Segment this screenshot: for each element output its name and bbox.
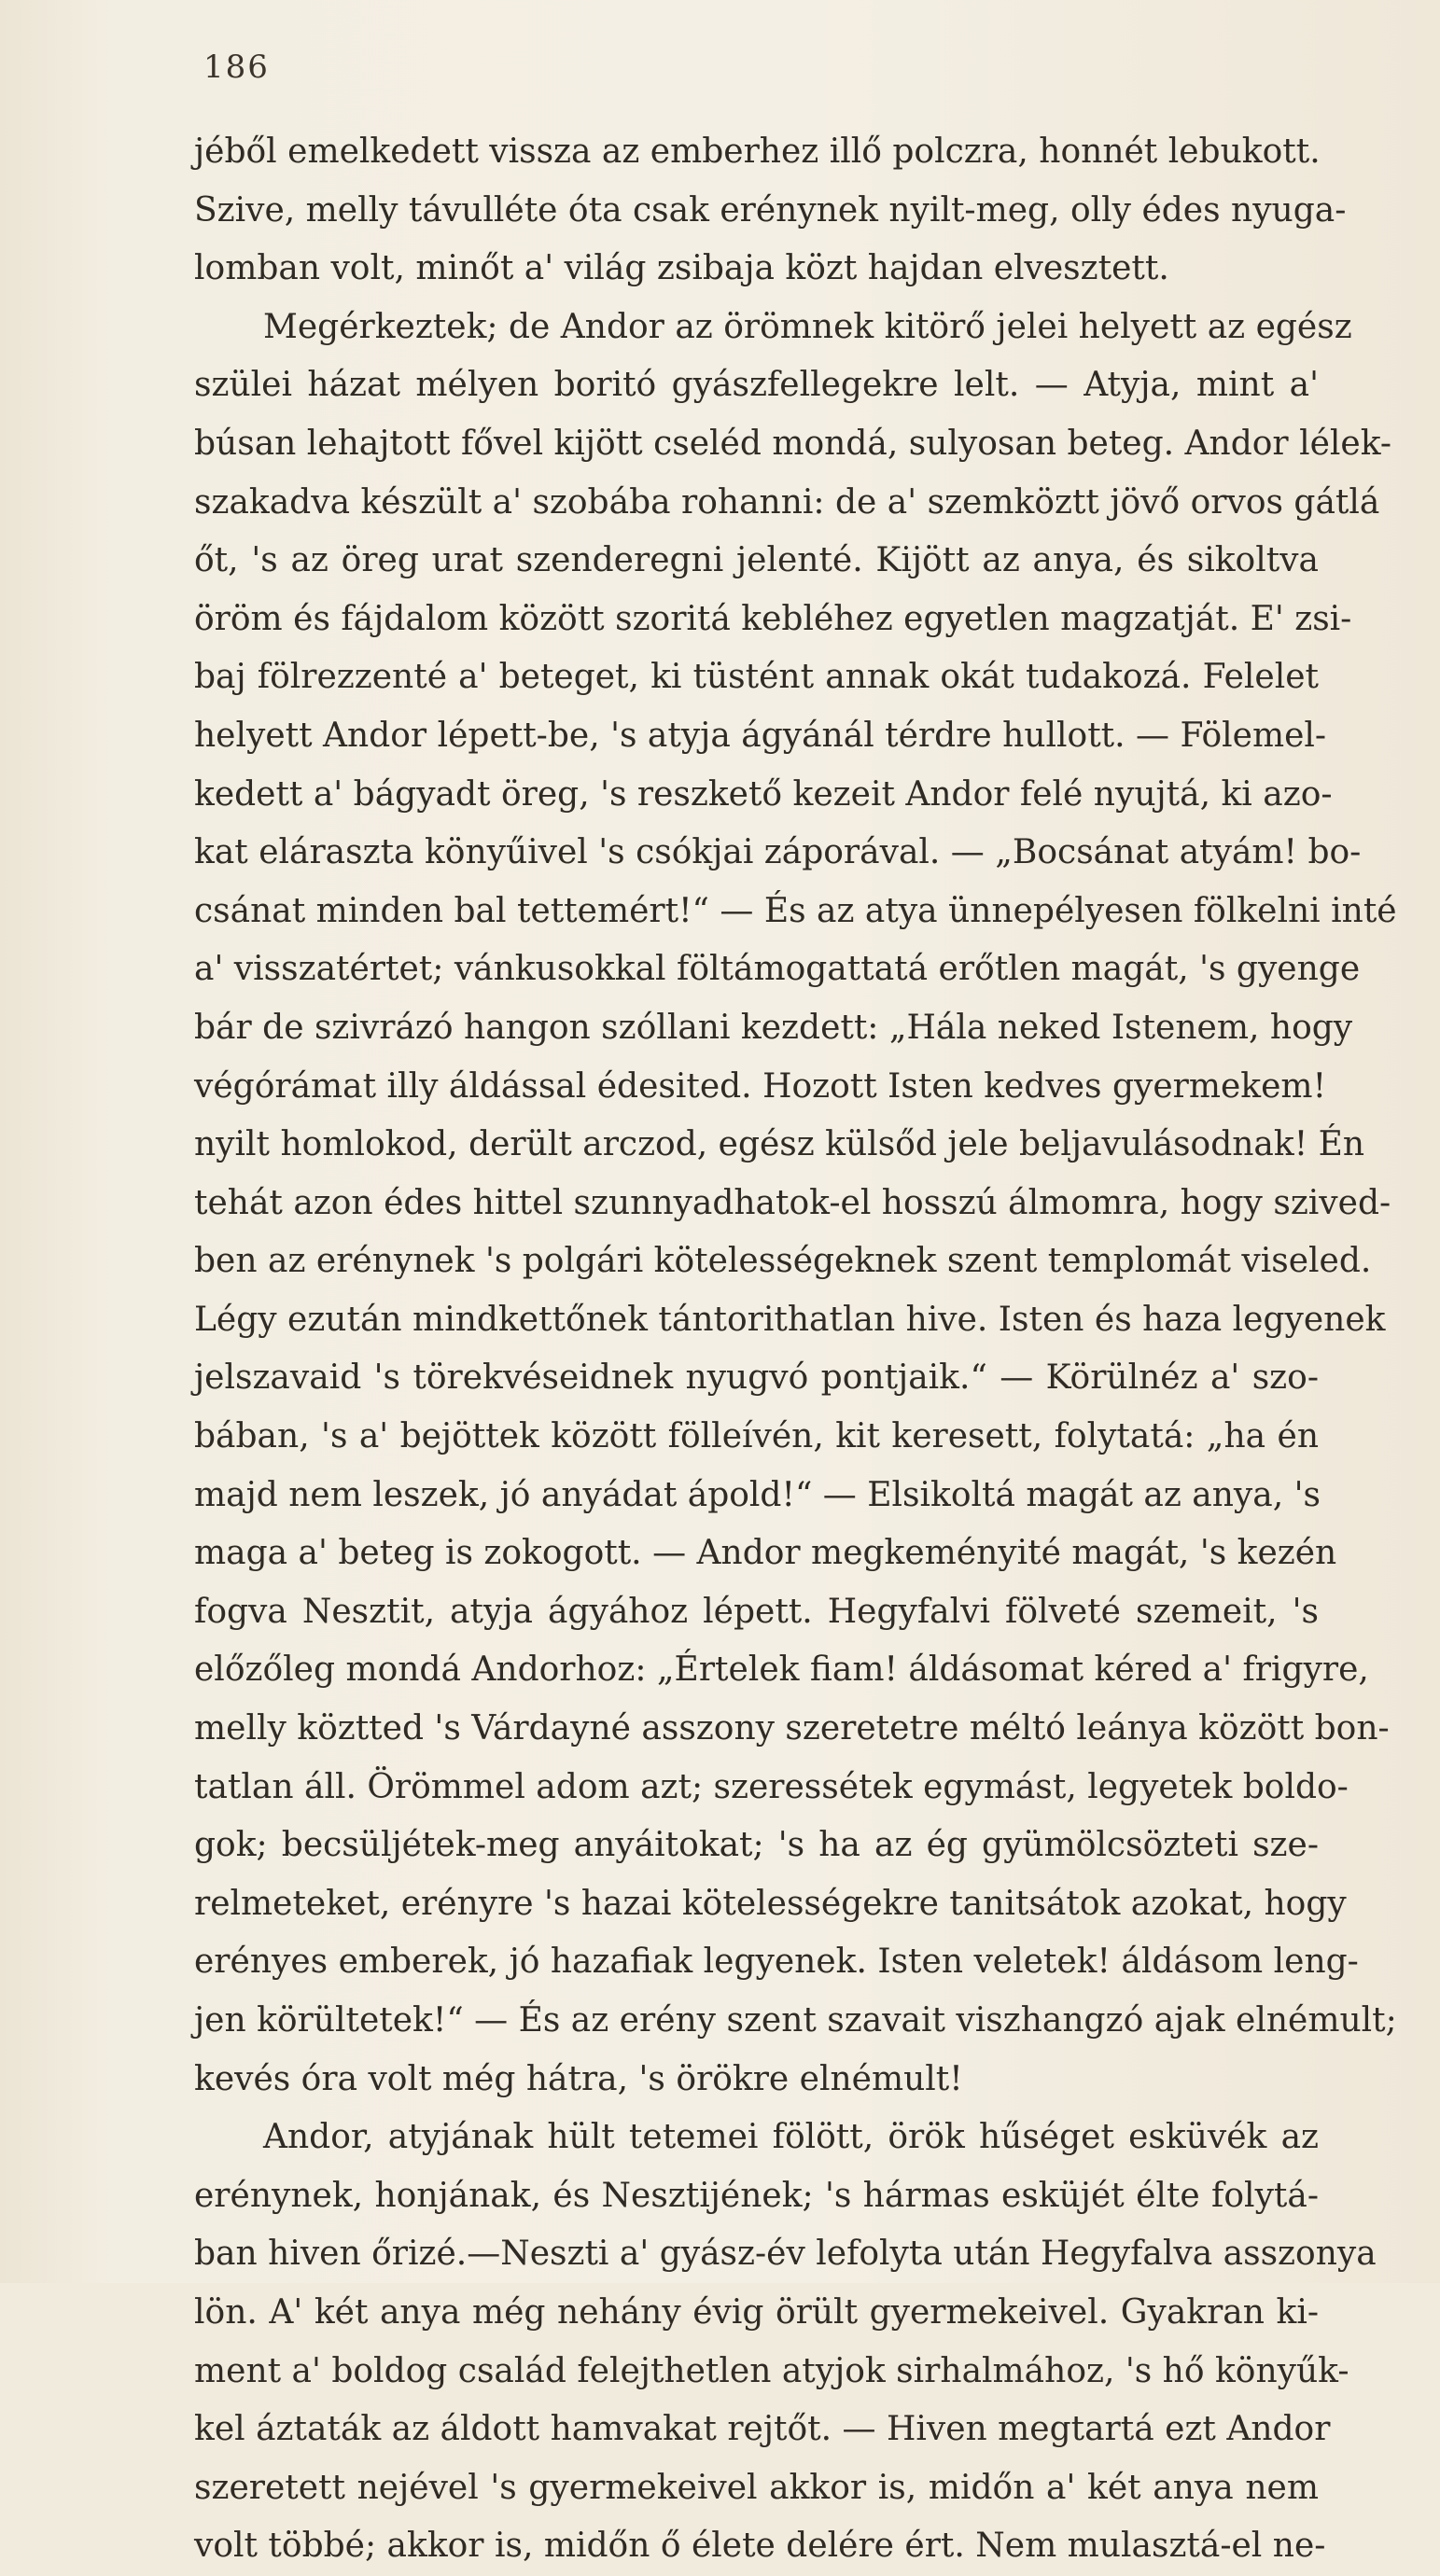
text-line: ment a' boldog család felejthetlen atyjok sirhalmához, 's hő könyűk- [194, 2351, 1349, 2390]
text-line: kat eláraszta könyűivel 's csókjai záporával. — „Bocsánat atyám! bo- [194, 833, 1362, 872]
text-line: Megérkeztek; de Andor az örömnek kitörő jelei helyett az egész [263, 307, 1352, 346]
text-line: bában, 's a' bejöttek között fölleívén, kit keresett, folytatá: „ha én [194, 1417, 1319, 1456]
text-line: erénynek, honjának, és Nesztijének; 's hármas esküjét élte folytá- [194, 2176, 1319, 2215]
text-line: helyett Andor lépett-be, 's atyja ágyánál térdre hullott. — Fölemel- [194, 716, 1327, 755]
text-line: őt, 's az öreg urat szenderegni jelenté. Kijött az anya, és sikoltva [194, 541, 1319, 580]
text-line: szeretett nejével 's gyermekeivel akkor is, midőn a' két anya nem [194, 2468, 1319, 2507]
text-line: Szive, melly távulléte óta csak erénynek nyilt-meg, olly édes nyuga- [194, 190, 1347, 230]
text-line: jéből emelkedett vissza az emberhez illő polczra, honnét lebukott. [194, 132, 1321, 171]
text-line: erényes emberek, jó hazafiak legyenek. Isten veletek! áldásom leng- [194, 1942, 1359, 1982]
text-line: csánat minden bal tettemért!“ — És az atya ünnepélyesen fölkelni inté [194, 891, 1397, 930]
text-line: Légy ezután mindkettőnek tántorithatlan hive. Isten és haza legyenek [194, 1300, 1386, 1339]
text-line: a' visszatértet; vánkusokkal föltámogattatá erőtlen magát, 's gyenge [194, 950, 1361, 989]
text-line: kevés óra volt még hátra, 's örökre elnémult! [194, 2059, 963, 2098]
text-line: lön. A' két anya még nehány évig örült gyermekeivel. Gyakran ki- [194, 2292, 1319, 2332]
body-text [194, 123, 1397, 2576]
text-line: Andor, atyjának hült tetemei fölött, örök hűséget esküvék az [263, 2118, 1319, 2157]
text-line: volt többé; akkor is, midőn ő élete delére ért. Nem mulasztá-el ne- [194, 2527, 1326, 2566]
text-line: relmeteket, erényre 's hazai kötelességekre tanitsátok azokat, hogy [194, 1884, 1347, 1923]
text-line: tatlan áll. Örömmel adom azt; szeressétek egymást, legyetek boldo- [194, 1767, 1349, 1806]
text-line: öröm és fájdalom között szoritá kebléhez egyetlen magzatját. E' zsi- [194, 599, 1352, 638]
text-line: majd nem leszek, jó anyádat ápold!“ — Elsikoltá magát az anya, 's [194, 1475, 1321, 1514]
text-line: végórámat illy áldással édesited. Hozott Isten kedves gyermekem! [194, 1066, 1327, 1106]
text-line: jen körültetek!“ — És az erény szent szavait viszhangzó ajak elnémult; [194, 2001, 1397, 2040]
text-line: nyilt homlokod, derült arczod, egész külsőd jele beljavulásodnak! Én [194, 1125, 1365, 1164]
text-line: lomban volt, minőt a' világ zsibaja közt hajdan elvesztett. [194, 249, 1169, 288]
text-line: előzőleg mondá Andorhoz: „Értelek fiam! áldásomat kéred a' frigyre, [194, 1650, 1369, 1690]
text-line: jelszavaid 's törekvéseidnek nyugvó pontjaik.“ — Körülnéz a' szo- [194, 1358, 1319, 1398]
text-line: szakadva készült a' szobába rohanni: de a' szemköztt jövő orvos gátlá [194, 482, 1380, 522]
text-line: kel áztaták az áldott hamvakat rejtőt. — Hiven megtartá ezt Andor [194, 2410, 1331, 2449]
text-line: tehát azon édes hittel szunnyadhatok-el hosszú álmomra, hogy szived- [194, 1183, 1391, 1222]
text-line: gok; becsüljétek-meg anyáitokat; 's ha az ég gyümölcsözteti sze- [194, 1826, 1319, 1865]
page-number: 186 [203, 49, 270, 86]
text-line: baj fölrezzenté a' beteget, ki tüstént annak okát tudakozá. Felelet [194, 658, 1319, 697]
text-line: ban hiven őrizé.—Neszti a' gyász-év lefolyta után Hegyfalva asszonya [194, 2235, 1377, 2274]
text-line: fogva Nesztit, atyja ágyához lépett. Hegyfalvi fölveté szemeit, 's [194, 1592, 1319, 1631]
text-line: maga a' beteg is zokogott. — Andor megkeményité magát, 's kezén [194, 1534, 1337, 1573]
text-line: ben az erénynek 's polgári kötelességeknek szent templomát viseled. [194, 1242, 1372, 1281]
text-line: búsan lehajtott fővel kijött cseléd mondá, sulyosan beteg. Andor lélek- [194, 424, 1392, 463]
text-line: szülei házat mélyen boritó gyászfellegekre lelt. — Atyja, mint a' [194, 366, 1319, 405]
text-line: kedett a' bágyadt öreg, 's reszkető kezeit Andor felé nyujtá, ki azo- [194, 774, 1333, 814]
text-line: melly köztted 's Várdayné asszony szeretetre méltó leánya között bon- [194, 1709, 1390, 1748]
text-line: bár de szivrázó hangon szóllani kezdett: „Hála neked Istenem, hogy [194, 1008, 1353, 1047]
